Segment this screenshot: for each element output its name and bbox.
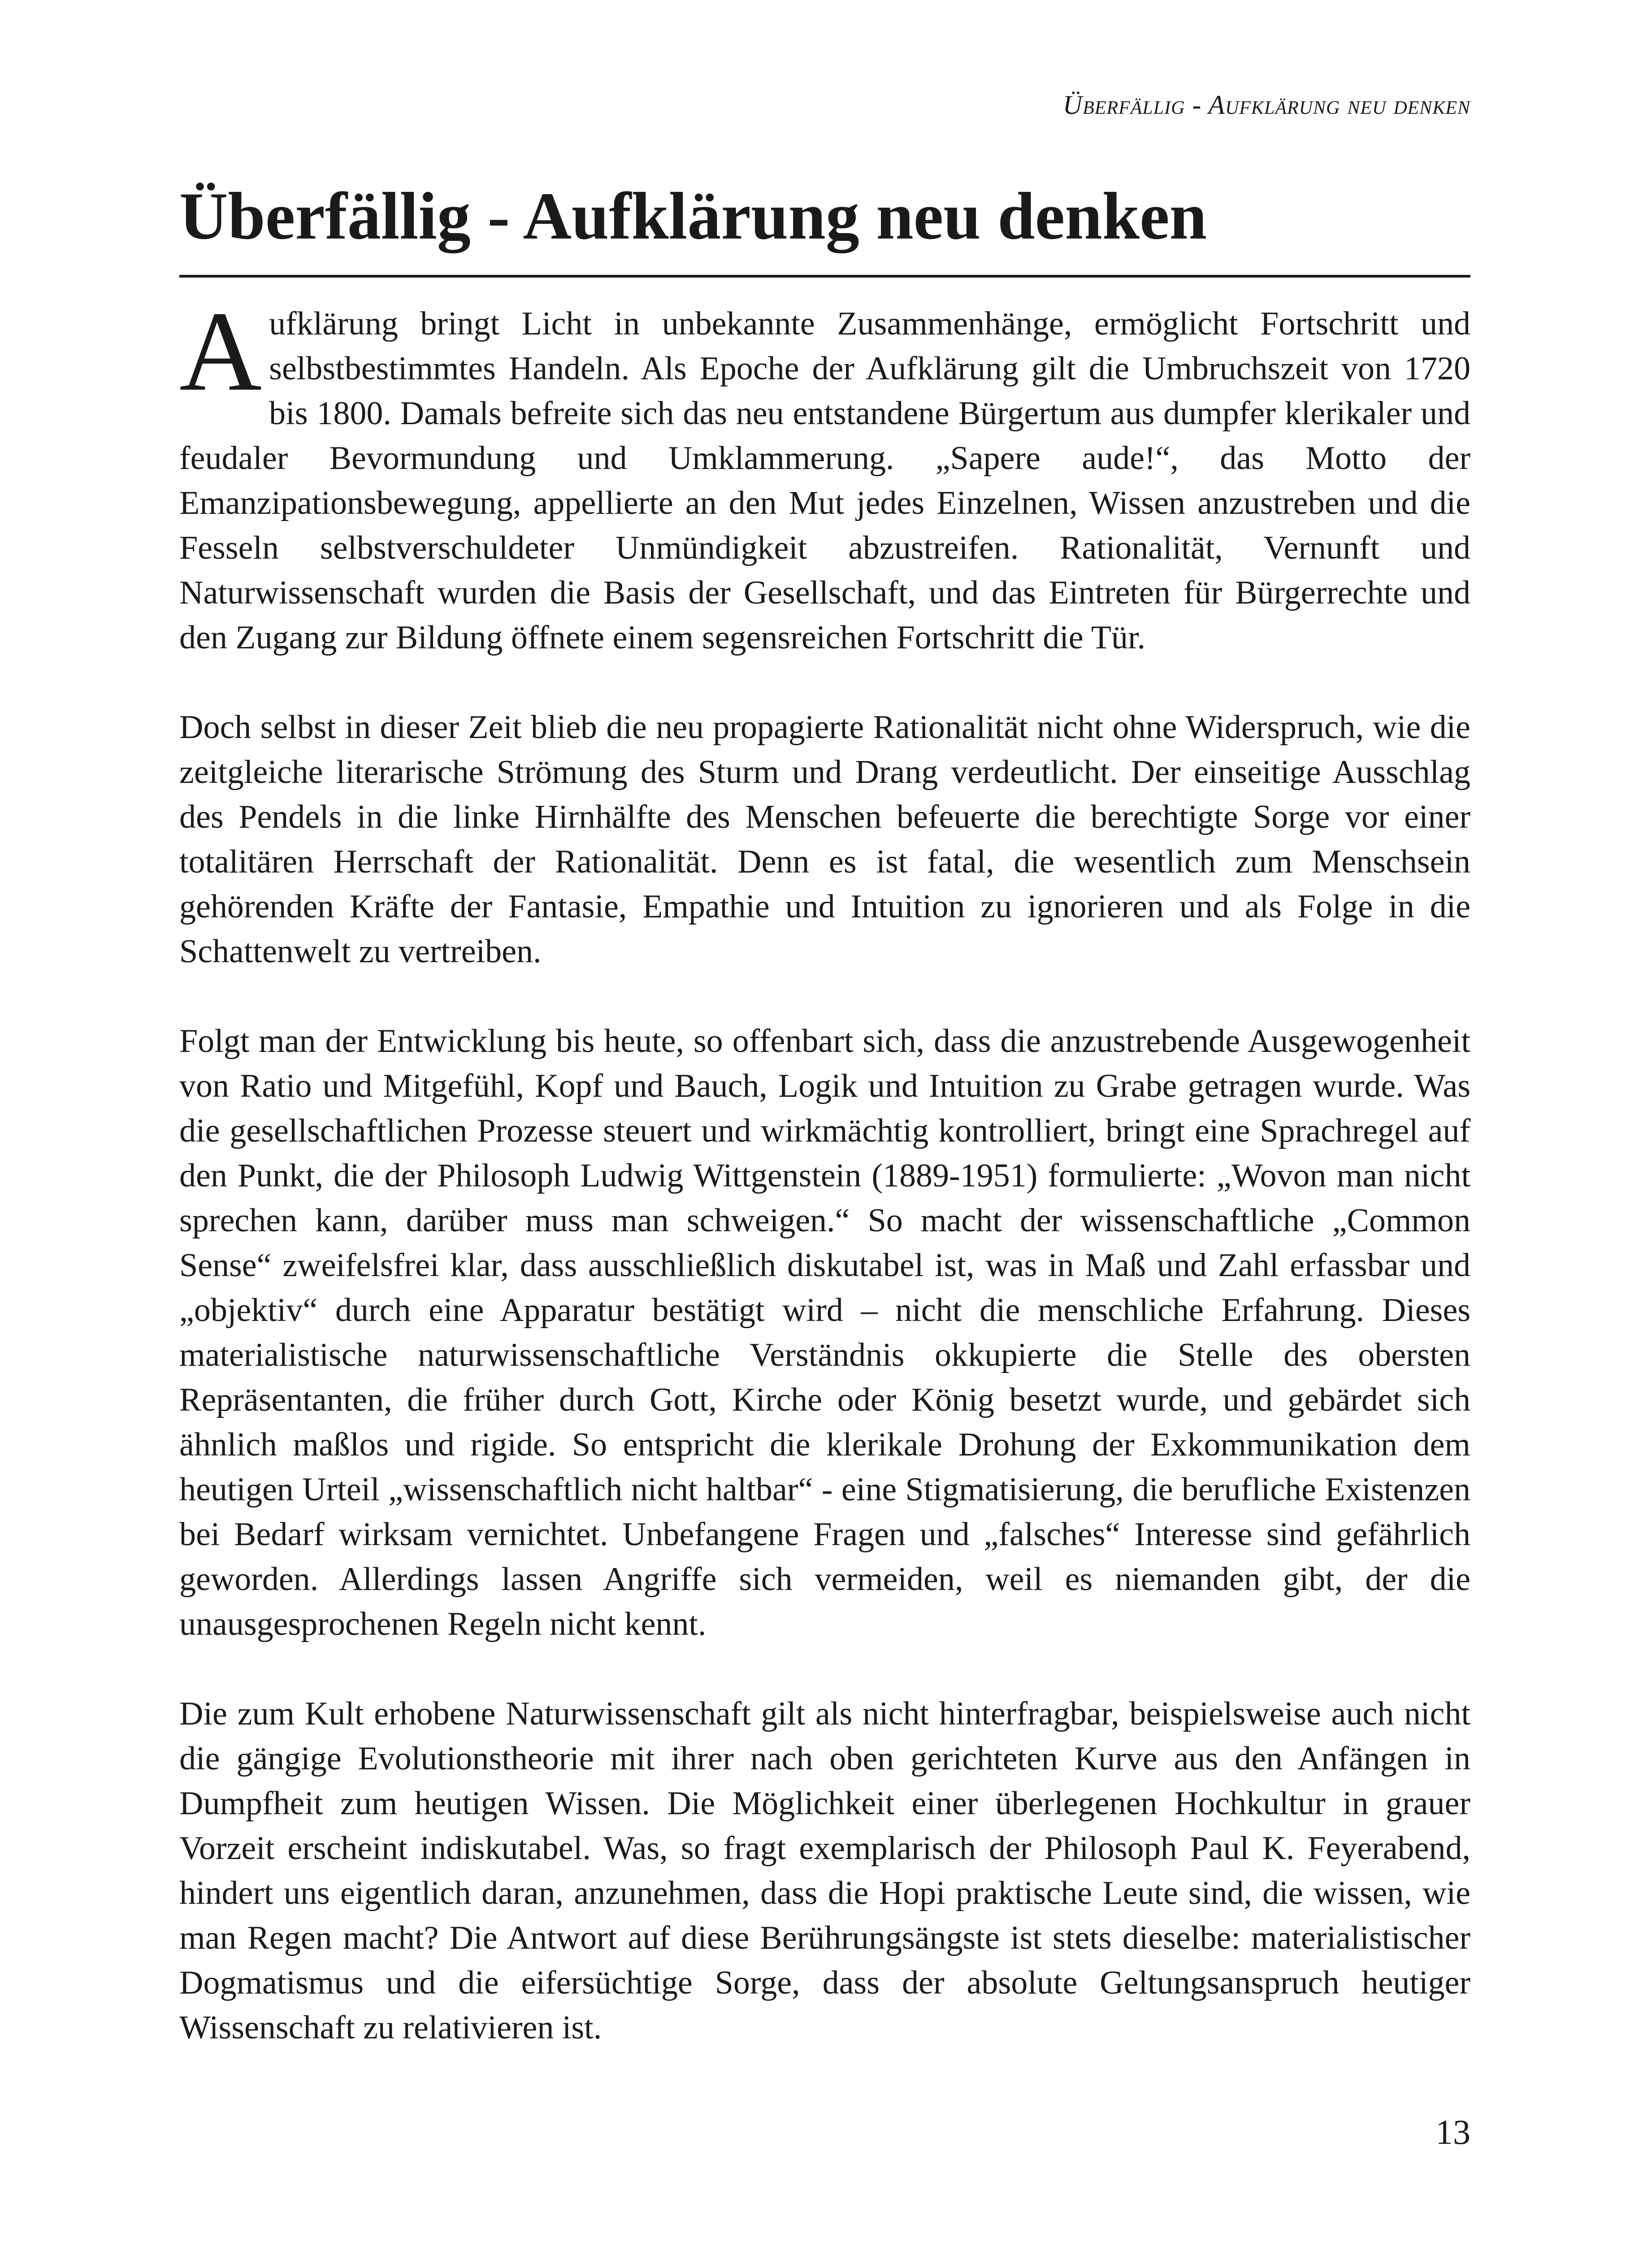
running-header: Überfällig - Aufklärung neu denken xyxy=(1062,90,1470,120)
paragraph-1 xyxy=(179,288,1470,660)
paragraph-2: Doch selbst in dieser Zeit blieb die neu propagierte Rationalität nicht ohne Widerspruch, wie die zeitgleiche literarische Strömung des Sturm und Drang verdeutlicht. Der einseitige Ausschlag des Pendels in die linke Hirnhälfte des Menschen befeuerte die berechtigte Sorge vor einer totalitären Herrschaft der Rationalität. Denn es ist fatal, die wesentlich zum Menschsein gehörenden Kräfte der Fantasie, Empathie und Intuition zu ignorieren und als Folge in die Schattenwelt zu vertreiben. xyxy=(179,709,1470,970)
article-body xyxy=(179,288,1470,2095)
title-divider xyxy=(179,275,1470,278)
paragraph-1-text: ufklärung bringt Licht in unbekannte Zusammenhänge, ermöglicht Fortschritt und selbstbestimmtes Handeln. Als Epoche der Aufklärung gilt die Umbruchszeit von 1720 bis 1800. Damals befreite sich das neu entstandene Bürgertum aus dumpfer klerikaler und feudaler Bevormundung und Umklammerung. „Sapere aude!“, das Motto der Emanzipationsbewegung, appellierte an den Mut jedes Einzelnen, Wissen anzustreben und die Fesseln selbstverschuldeter Unmündigkeit abzustreifen. Rationalität, Vernunft und Naturwissenschaft wurden die Basis der Gesellschaft, und das Eintreten für Bürgerrechte und den Zugang zur Bildung öffnete einem segensreichen Fortschritt die Tür. xyxy=(179,305,1470,656)
page-title: Überfällig - Aufklärung neu denken xyxy=(179,179,1207,253)
drop-cap: A xyxy=(179,288,262,415)
title-block xyxy=(179,179,1470,278)
paragraph-3: Folgt man der Entwicklung bis heute, so offenbart sich, dass die anzustrebende Ausgewogenheit von Ratio und Mitgefühl, Kopf und Bauch, Logik und Intuition zu Grabe getragen wurde. Was die gesellschaftlichen Prozesse steuert und wirkmächtig kontrolliert, bringt eine Sprachregel auf den Punkt, die der Philosoph Ludwig Wittgenstein (1889-1951) formulierte: „Wovon man nicht sprechen kann, darüber muss man schweigen.“ So macht der wissenschaftliche „Common Sense“ zweifelsfrei klar, dass ausschließlich diskutabel ist, was in Maß und Zahl erfassbar und „objektiv“ durch eine Apparatur bestätigt wird – nicht die menschliche Erfahrung. Dieses materialistische naturwissenschaftliche Verständnis okkupierte die Stelle des obersten Repräsentanten, die früher durch Gott, Kirche oder König besetzt wurde, und gebärdet sich ähnlich maßlos und rigide. So entspricht die klerikale Drohung der Exkommunikation dem heutigen Urteil „wissenschaftlich nicht haltbar“ - eine Stigmatisierung, die berufliche Existenzen bei Bedarf wirksam vernichtet. Unbefangene Fragen und „falsches“ Interesse sind gefährlich geworden. Allerdings lassen Angriffe sich vermeiden, weil es niemanden gibt, der die unausgesprochenen Regeln nicht kennt. xyxy=(179,1023,1470,1642)
page-number: 13 xyxy=(1435,2112,1470,2151)
paragraph-4: Die zum Kult erhobene Naturwissenschaft gilt als nicht hinterfragbar, beispielsweise auch nicht die gängige Evolutionstheorie mit ihrer nach oben gerichteten Kurve aus den Anfängen in Dumpfheit zum heutigen Wissen. Die Möglichkeit einer überlegenen Hochkultur in grauer Vorzeit erscheint indiskutabel. Was, so fragt exemplarisch der Philosoph Paul K. Feyerabend, hindert uns eigentlich daran, anzunehmen, dass die Hopi praktische Leute sind, die wissen, wie man Regen macht? Die Antwort auf diese Berührungsängste ist stets dieselbe: materialistischer Dogmatismus und die eifersüchtige Sorge, dass der absolute Geltungsanspruch heutiger Wissenschaft zu relativieren ist. xyxy=(179,1695,1470,2046)
